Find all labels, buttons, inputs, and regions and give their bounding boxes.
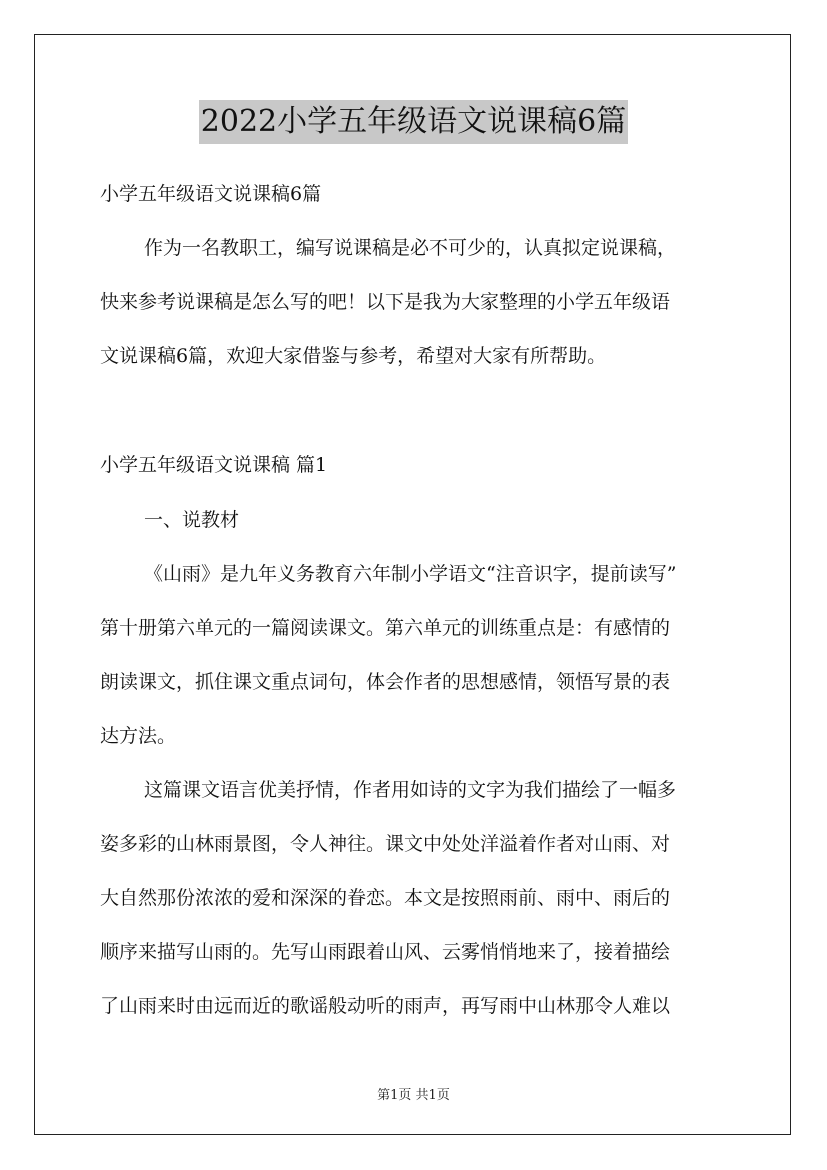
document-title: 2022小学五年级语文说课稿6篇 (199, 100, 628, 144)
subheading: 一、说教材 (144, 509, 240, 531)
intro-line: 文说课稿6篇，欢迎大家借鉴与参考，希望对大家有所帮助。 (100, 345, 607, 367)
page-footer: 第1页 共1页 (377, 1088, 450, 1103)
paragraph-line: 顺序来描写山雨的。先写山雨跟着山风、云雾悄悄地来了，接着描绘 (100, 941, 671, 963)
paragraph-line: 朗读课文，抓住课文重点词句，体会作者的思想感情，领悟写景的表 (100, 671, 671, 693)
paragraph-line: 了山雨来时由远而近的歌谣般动听的雨声，再写雨中山林那令人难以 (100, 995, 671, 1017)
paragraph-line: 达方法。 (100, 725, 177, 747)
document-subtitle: 小学五年级语文说课稿6篇 (100, 183, 322, 205)
paragraph-line: 大自然那份浓浓的爱和深深的眷恋。本文是按照雨前、雨中、雨后的 (100, 887, 671, 909)
paragraph-line: 这篇课文语言优美抒情，作者用如诗的文字为我们描绘了一幅多 (144, 779, 677, 801)
paragraph-line: 姿多彩的山林雨景图，令人神往。课文中处处洋溢着作者对山雨、对 (100, 833, 671, 855)
intro-line: 作为一名教职工，编写说课稿是必不可少的，认真拟定说课稿， (144, 237, 677, 259)
intro-line: 快来参考说课稿是怎么写的吧！以下是我为大家整理的小学五年级语 (100, 291, 671, 313)
paragraph-line: 第十册第六单元的一篇阅读课文。第六单元的训练重点是：有感情的 (100, 617, 671, 639)
paragraph-line: 《山雨》是九年义务教育六年制小学语文“注音识字，提前读写” (144, 563, 677, 585)
section-heading: 小学五年级语文说课稿 篇1 (100, 454, 328, 476)
title-container (0, 100, 827, 144)
